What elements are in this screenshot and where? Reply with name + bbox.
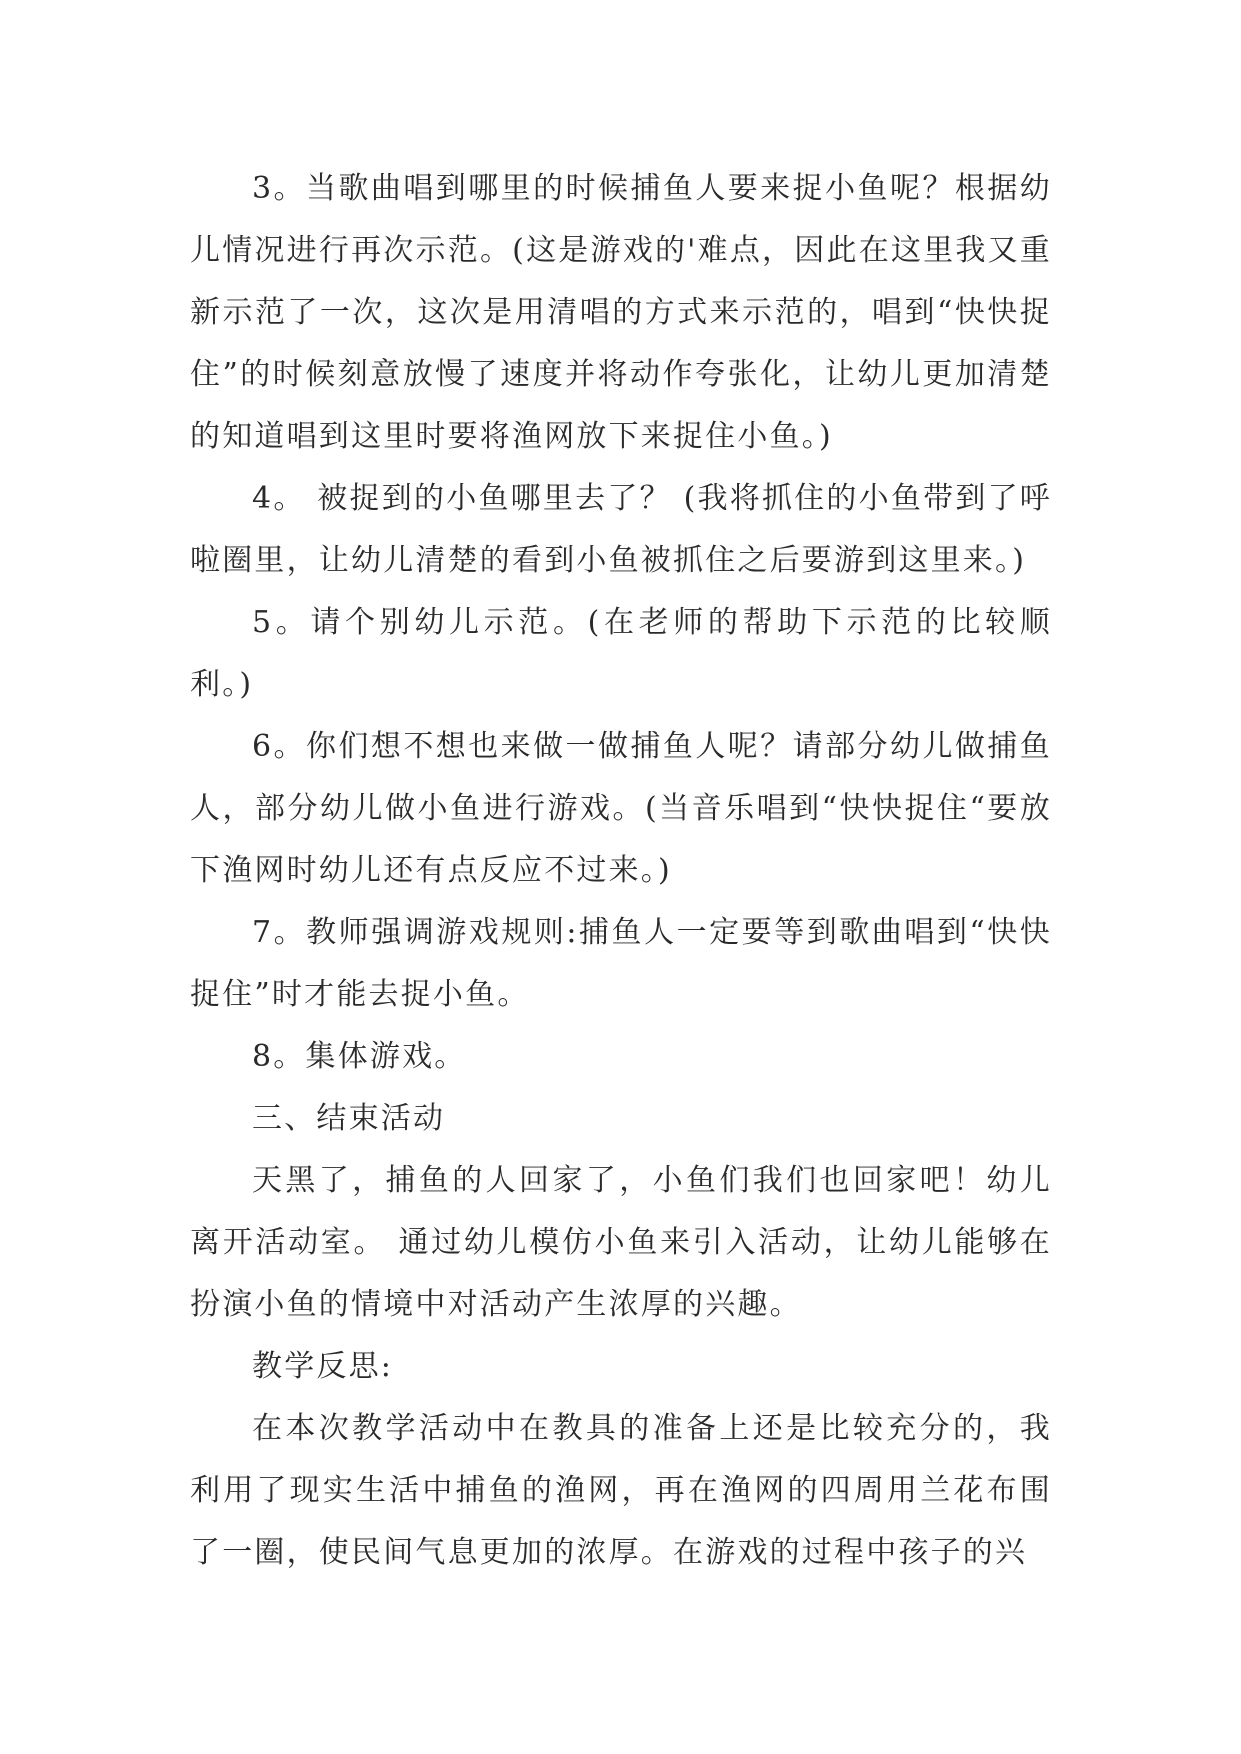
paragraph-step-4: 4。 被捉到的小鱼哪里去了？ (我将抓住的小鱼带到了呼啦圈里，让幼儿清楚的看到小鱼被抓住之后要游到这里来。) bbox=[190, 481, 1052, 578]
paragraph-step-7: 7。教师强调游戏规则:捕鱼人一定要等到歌曲唱到“快快捉住”时才能去捉小鱼。 bbox=[190, 915, 1052, 1012]
paragraph-step-5: 5。请个别幼儿示范。(在老师的帮助下示范的比较顺利。) bbox=[190, 605, 1052, 702]
paragraph-step-8: 8。集体游戏。 bbox=[252, 1039, 467, 1074]
section-heading-reflection: 教学反思: bbox=[252, 1349, 394, 1384]
document-body bbox=[190, 158, 1052, 1584]
section-heading-ending: 三、结束活动 bbox=[252, 1101, 446, 1136]
paragraph-reflection: 在本次教学活动中在教具的准备上还是比较充分的，我利用了现实生活中捕鱼的渔网，再在渔网的四周用兰花布围了一圈，使民间气息更加的浓厚。在游戏的过程中孩子的兴 bbox=[190, 1411, 1052, 1570]
paragraph-step-3: 3。当歌曲唱到哪里的时候捕鱼人要来捉小鱼呢？根据幼儿情况进行再次示范。(这是游戏的'难点，因此在这里我又重新示范了一次，这次是用清唱的方式来示范的，唱到“快快捉住”的时候刻意放慢了速度并将动作夸张化，让幼儿更加清楚的知道唱到这里时要将渔网放下来捉住小鱼。) bbox=[190, 171, 1052, 454]
paragraph-step-6: 6。你们想不想也来做一做捕鱼人呢？请部分幼儿做捕鱼人，部分幼儿做小鱼进行游戏。(当音乐唱到“快快捉住“要放下渔网时幼儿还有点反应不过来。) bbox=[190, 729, 1052, 888]
paragraph-ending: 天黑了，捕鱼的人回家了，小鱼们我们也回家吧！幼儿离开活动室。 通过幼儿模仿小鱼来引入活动，让幼儿能够在扮演小鱼的情境中对活动产生浓厚的兴趣。 bbox=[190, 1163, 1052, 1322]
